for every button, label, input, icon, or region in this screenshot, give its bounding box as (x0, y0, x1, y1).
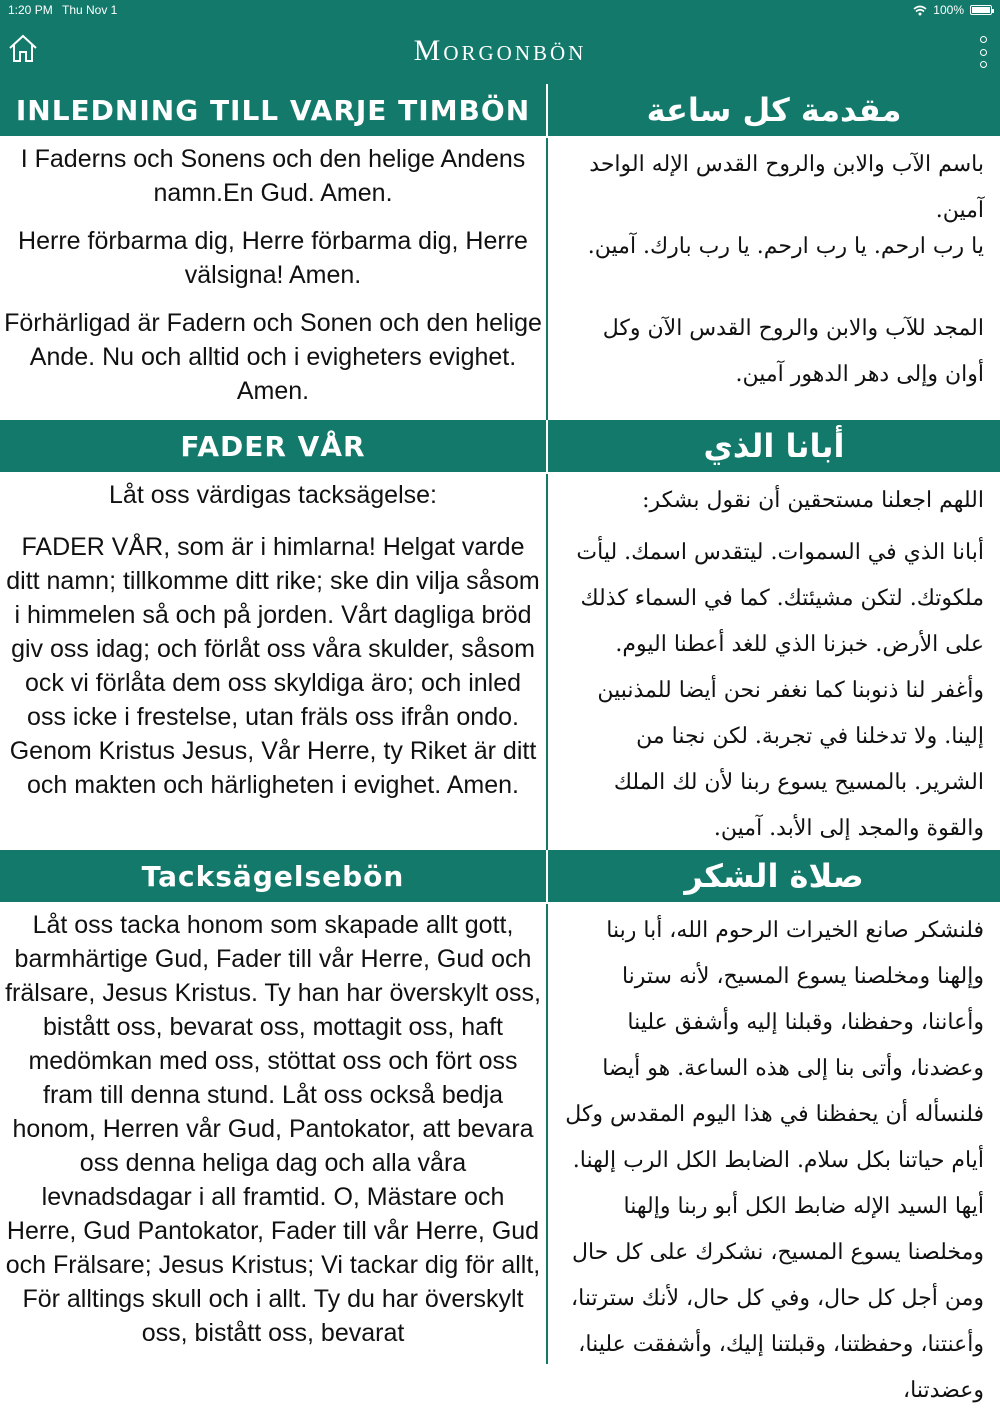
wifi-icon (913, 5, 927, 16)
prayer-row (0, 138, 1000, 223)
prayer-row (0, 302, 1000, 420)
prayer-text-sv: Låt oss tacka honom som skapade allt gott, barmhärtige Gud, Fader till vår Herre, Gud och frälsare, Jesus Kristus. Ty han har överskylt oss, bistått oss, bevarat oss, mottagit oss, haft medömkan med oss, stöttat oss och fört oss fram till denna stund. Låt oss också bedja honom, Herren vår Gud, Pantokator, att bevara oss denna heliga dag och alla våra levnadsdagar i all framtid. O, Mästare och Herre, Gud Pantokator, Fader till vår Herre, Gud och Frälsare; Jesus Kristus; Vi tackar dig för allt, För alltings skull och i allt. Ty du har överskylt oss, bistått oss, bevarat (0, 904, 548, 1364)
prayer-text-ar: اللهم اجعلنا مستحقين أن نقول بشكر: (642, 488, 984, 513)
prayer-text-sv: FADER VÅR, som är i himlarna! Helgat varde ditt namn; tillkomme ditt rike; ske din vilja såsom i himmelen så och på jorden. Vårt dagliga bröd giv oss idag; och förlåt oss våra skulder, såsom ock vi förlåta dem oss skyldiga äro; och inled oss icke i frestelse, utan fräls oss ifrån ondo. Genom Kristus Jesus, Vår Herre, ty Riket är ditt och makten och härligheten i evighet. Amen. (0, 526, 548, 850)
prayer-text-ar: أبانا الذي في السموات. ليتقدس اسمك. ليأت ملكوتك. لتكن مشيئتك. كما في السماء كذلك على الأرض. خبزنا الذي للغد أعطنا اليوم. وأغفر لنا ذنوبنا كما نغفر نحن أيضا للمذنبين إلينا. ولا تدخلنا في تجربة. لكن نجنا من الشرير. بالمسيح يسوع ربنا لأن لك الملك والقوة والمجد إلى الأبد. آمين. (576, 540, 984, 841)
prayer-text-sv: I Faderns och Sonens och den helige Andens namn.En Gud. Amen. (0, 138, 548, 220)
prayer-text-ar: فلنشكر صانع الخيرات الرحوم الله، أبا ربنا وإلهنا ومخلصنا يسوع المسيح، لأنه سترنا وأعاننا، وحفظنا، وقبلنا إليه وأشفق علينا وعضدنا، وأتى بنا إلى هذه الساعة. هو أيضا فلنسأله أن يحفظنا في هذا اليوم المقدس وكل أيام حياتنا بكل سلام. الضابط الكل الرب إلهنا. أيها السيد الإله ضابط الكل أبو ربنا وإلهنا ومخلصنا يسوع المسيح، نشكرك على كل حال ومن أجل كل حال، وفي كل حال، لأنك سترتنا، وأعنتنا، وحفظتنا، وقبلتنا إليك، وأشفقت علينا، وعضدتنا، (565, 918, 984, 1403)
battery-percent: 100% (933, 3, 964, 17)
prayer-text-ar: باسم الآب والابن والروح القدس الإله الواحد آمين. (589, 152, 984, 223)
status-time: 1:20 PM (8, 3, 53, 17)
prayer-text-sv: Låt oss värdigas tacksägelse: (0, 474, 548, 526)
status-date: Thu Nov 1 (62, 3, 118, 17)
prayer-row (0, 474, 1000, 526)
more-dot (980, 36, 987, 43)
section-title-sv: INLEDNING TILL VARJE TIMBÖN (0, 84, 548, 136)
prayer-text-ar: يا رب ارحم. يا رب ارحم. يا رب بارك. آمين. (587, 234, 984, 259)
status-bar (0, 0, 1000, 20)
section-header (0, 84, 1000, 138)
section-title-ar: أبانا الذي (703, 427, 845, 465)
prayer-content[interactable] (0, 84, 1000, 1403)
status-right (913, 3, 992, 17)
battery-icon (970, 5, 992, 15)
nav-bar (0, 20, 1000, 84)
more-dot (980, 49, 987, 56)
section-header (0, 850, 1000, 904)
prayer-row (0, 220, 1000, 302)
prayer-row (0, 904, 1000, 1403)
prayer-text-ar: المجد للآب والابن والروح القدس الآن وكل أوان وإلى دهر الدهور آمين. (602, 316, 984, 387)
more-dot (980, 61, 987, 68)
section-title-ar: مقدمة كل ساعة (646, 91, 902, 129)
page-title: Morgonbön (413, 34, 587, 67)
section-header (0, 420, 1000, 474)
prayer-text-sv: Herre förbarma dig, Herre förbarma dig, Herre välsigna! Amen. (0, 220, 548, 302)
section-title-sv: FADER VÅR (0, 420, 548, 472)
section-title-sv: Tacksägelsebön (0, 850, 548, 902)
more-button[interactable] (978, 36, 988, 68)
prayer-text-sv: Förhärligad är Fadern och Sonen och den helige Ande. Nu och alltid och i evigheters evighet. Amen. (0, 302, 548, 420)
section-title-ar: صلاة الشكر (684, 857, 864, 895)
prayer-row (0, 526, 1000, 850)
